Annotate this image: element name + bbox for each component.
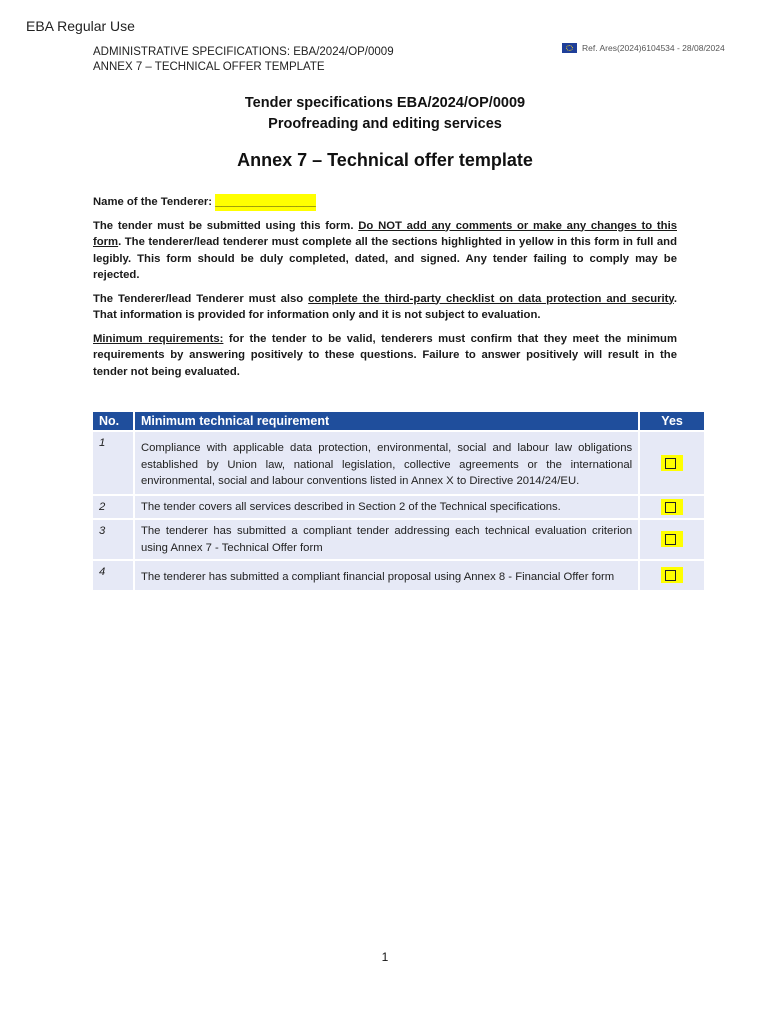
yes-cell <box>640 520 704 559</box>
table-row <box>93 432 704 494</box>
header-line-2: ANNEX 7 – TECHNICAL OFFER TEMPLATE <box>93 61 325 73</box>
tenderer-line <box>93 194 677 211</box>
yes-checkbox[interactable] <box>661 455 683 471</box>
para1-part-c: . The tenderer/lead tenderer must complete all the sections highlighted in yellow in this form in full and legibly. This form should be duly completed, dated, and signed. Any tender failing to comply may be rejected. <box>93 236 677 281</box>
yes-checkbox[interactable] <box>661 499 683 515</box>
row-number: 2 <box>93 496 133 519</box>
title-line-1: Tender specifications EBA/2024/OP/0009 <box>244 95 526 111</box>
document-title <box>0 93 770 135</box>
table-row <box>93 496 704 519</box>
checklist-paragraph <box>93 291 677 324</box>
annex-title: Annex 7 – Technical offer template <box>237 150 533 170</box>
yes-cell <box>640 561 704 590</box>
requirements-table <box>91 410 706 592</box>
para3-part-b: for the tender to be valid, tenderers must confirm that they meet the minimum requirements by answering positively to these questions. Failure to answer positively will result in the tender not being evaluated. <box>93 332 677 378</box>
yes-cell <box>640 432 704 494</box>
requirement-text: The tender covers all services described in Section 2 of the Technical specifications. <box>135 496 638 519</box>
classification-label: EBA Regular Use <box>26 18 135 34</box>
requirement-text: Compliance with applicable data protection, environmental, social and labour law obligations established by Union law, national legislation, collective agreements or the international environmental, social and labour conventions listed in Annex X to Directive 2014/24/EU. <box>135 432 638 494</box>
instructions-paragraph <box>93 218 677 284</box>
para2-part-a: The Tenderer/lead Tenderer must also <box>93 292 309 305</box>
para3-part-a: Minimum requirements: <box>93 332 224 345</box>
page-number: 1 <box>381 950 389 964</box>
para2-part-c: . That information is provided for information only and it is not subject to evaluation. <box>93 292 678 321</box>
tenderer-label: Name of the Tenderer: <box>93 196 216 208</box>
ares-reference-text: Ref. Ares(2024)6104534 - 28/08/2024 <box>582 43 725 53</box>
table-header-row <box>93 412 704 430</box>
requirement-text: The tenderer has submitted a compliant financial proposal using Annex 8 - Financial Offer form <box>135 561 638 590</box>
requirement-text: The tenderer has submitted a compliant tender addressing each technical evaluation criterion using Annex 7 - Technical Offer form <box>135 520 638 559</box>
yes-checkbox[interactable] <box>661 567 683 583</box>
table-row <box>93 520 704 559</box>
para1-part-a: The tender must be submitted using this form. <box>93 219 359 232</box>
title-line-2: Proofreading and editing services <box>268 116 502 132</box>
row-number: 3 <box>93 520 133 559</box>
header-requirement: Minimum technical requirement <box>135 412 638 430</box>
row-number: 4 <box>93 561 133 590</box>
table-row <box>93 561 704 590</box>
header-line-1: ADMINISTRATIVE SPECIFICATIONS: EBA/2024/OP/0009 <box>93 46 394 58</box>
para1-part-b: Do NOT add any comments or make any changes to this form <box>93 219 677 248</box>
row-number: 1 <box>93 432 133 494</box>
form-content <box>93 194 677 387</box>
eu-flag-icon <box>562 43 577 53</box>
tenderer-name-field[interactable]: ________________ <box>215 194 316 211</box>
document-header <box>93 45 394 75</box>
yes-checkbox[interactable] <box>661 531 683 547</box>
minimum-requirements-paragraph <box>93 331 677 381</box>
ares-reference <box>562 43 725 53</box>
header-yes: Yes <box>640 412 704 430</box>
header-no: No. <box>93 412 133 430</box>
yes-cell <box>640 496 704 519</box>
para2-part-b: complete the third-party checklist on data protection and security <box>308 292 674 305</box>
